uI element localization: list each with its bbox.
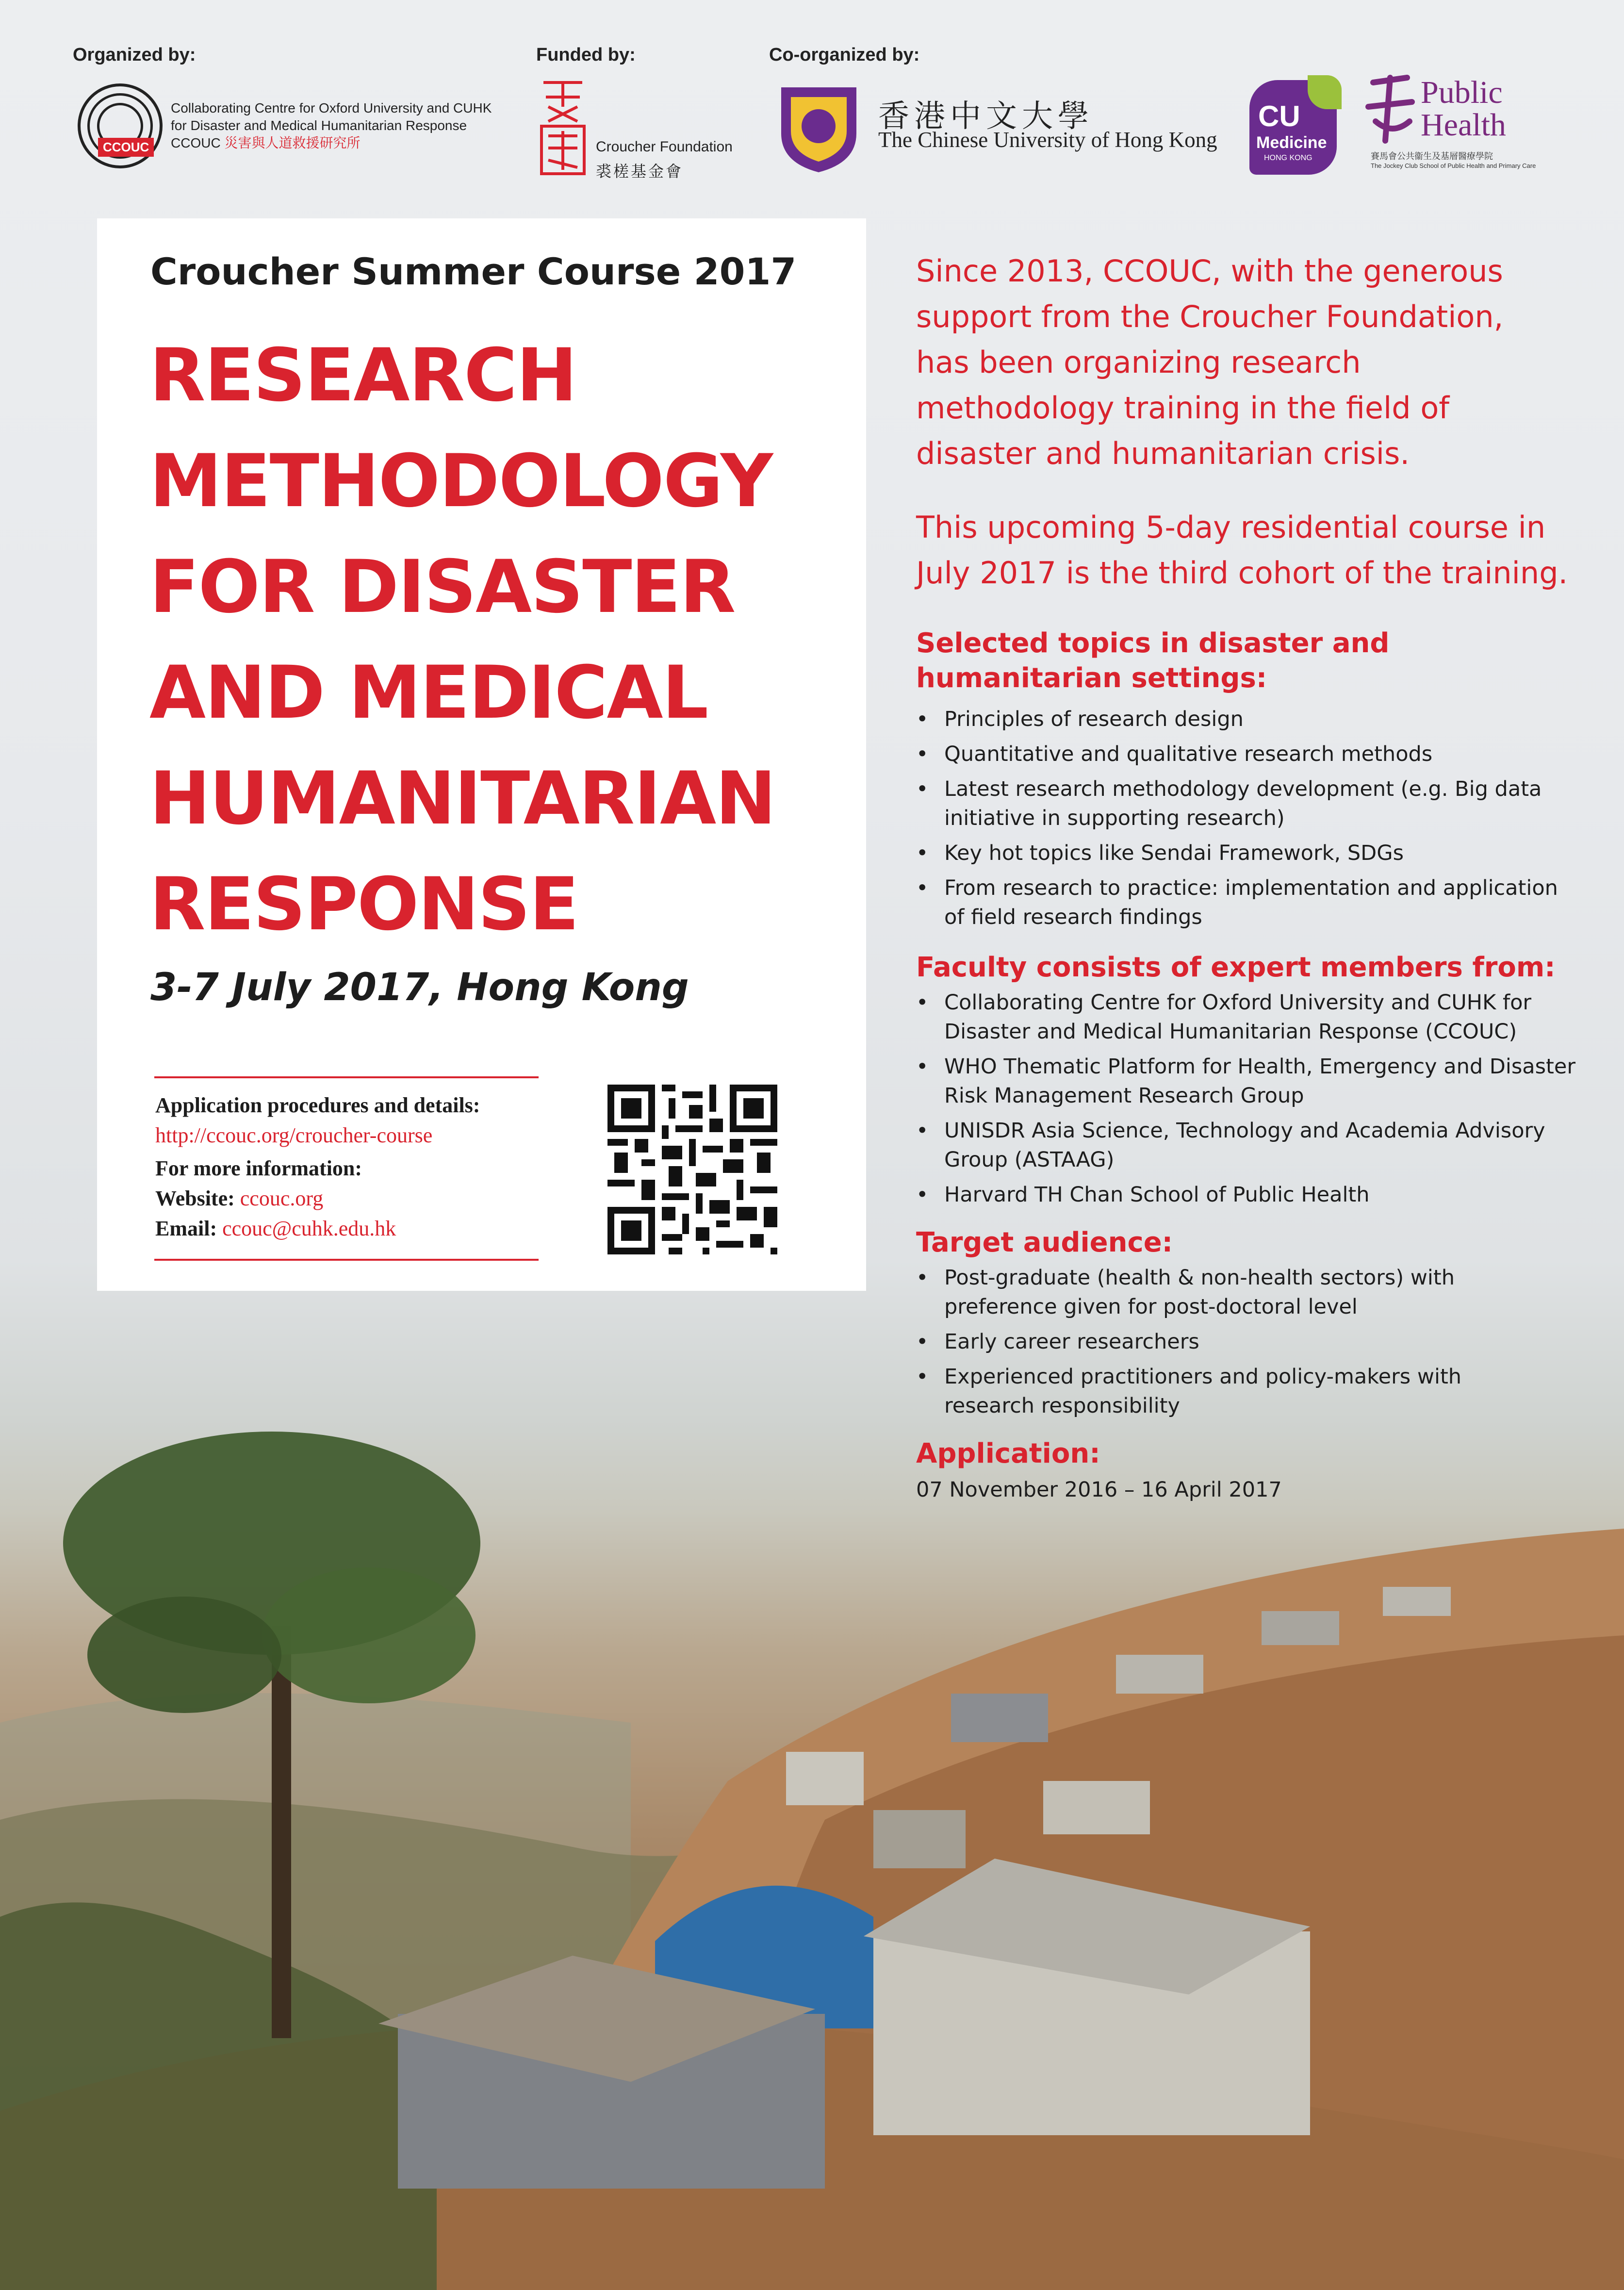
list-item: • From research to practice: implementation and application of field research findings — [916, 873, 1558, 932]
public-health-sub-cn: 賽馬會公共衞生及基層醫療學院 — [1371, 151, 1493, 161]
croucher-foundation-name: Croucher Foundation — [596, 139, 733, 155]
application-link[interactable]: http://ccouc.org/croucher-course — [155, 1123, 433, 1147]
intro-paragraph-2: This upcoming 5-day residential course in July 2017 is the third cohort of the training. — [916, 510, 1568, 591]
public-health-glyph-icon — [1363, 73, 1417, 146]
cuhk-name: The Chinese University of Hong Kong — [878, 128, 1217, 152]
list-item: • Latest research methodology development (e.g. Big data initiative in supporting research) — [916, 774, 1558, 833]
cuhk-crest-icon — [769, 80, 869, 177]
application-info — [155, 1090, 480, 1244]
cu-medicine-leaf-icon — [1308, 75, 1342, 109]
application-heading: Application: — [916, 1438, 1100, 1469]
course-title: Croucher Summer Course 2017 — [150, 250, 797, 293]
list-item: • UNISDR Asia Science, Technology and Academia Advisory Group (ASTAAG) — [916, 1116, 1575, 1174]
divider-bottom — [154, 1259, 539, 1261]
organized-by-label: Organized by: — [73, 45, 196, 65]
list-item: • Key hot topics like Sendai Framework, SDGs — [916, 839, 1558, 868]
application-label: Application procedures and details: — [155, 1093, 480, 1117]
list-item: • Early career researchers — [916, 1327, 1461, 1356]
audience-list — [916, 1263, 1461, 1426]
website-label: Website: — [155, 1186, 235, 1210]
divider-top — [154, 1076, 539, 1078]
public-health-sub-en: The Jockey Club School of Public Health and Primary Care — [1371, 162, 1536, 169]
public-health-word1: Public — [1421, 75, 1503, 110]
email-link[interactable]: ccouc@cuhk.edu.hk — [222, 1217, 396, 1240]
list-item: • Harvard TH Chan School of Public Health — [916, 1180, 1575, 1209]
public-health-word2: Health — [1421, 107, 1506, 143]
title-line: RESEARCH — [149, 333, 576, 418]
list-item: • WHO Thematic Platform for Health, Emergency and Disaster Risk Management Research Group — [916, 1052, 1575, 1110]
audience-heading: Target audience: — [916, 1227, 1173, 1258]
funded-by-label: Funded by: — [536, 45, 636, 65]
email-label: Email: — [155, 1217, 217, 1240]
cuhk-name-cn: 香港中文大學 — [878, 99, 1094, 133]
list-item: • Quantitative and qualitative research methods — [916, 740, 1558, 769]
list-item: • Experienced practitioners and policy-makers with research responsibility — [916, 1362, 1461, 1420]
qr-code-icon[interactable] — [607, 1085, 777, 1254]
croucher-seal-icon — [539, 78, 587, 177]
landscape-photo — [0, 1383, 1624, 2290]
title-line: RESPONSE — [149, 862, 578, 947]
title-line: AND MEDICAL — [149, 651, 708, 735]
main-title — [149, 323, 775, 957]
intro-paragraph-1: Since 2013, CCOUC, with the generous support from the Croucher Foundation, has been organizing research methodology training in the field of disaster and humanitarian crisis. — [916, 253, 1504, 471]
title-line: METHODOLOGY — [149, 439, 772, 524]
faculty-list — [916, 988, 1575, 1215]
title-line: HUMANITARIAN — [149, 757, 775, 841]
title-line: FOR DISASTER — [149, 545, 735, 629]
list-item: • Post-graduate (health & non-health sectors) with preference given for post-doctoral level — [916, 1263, 1461, 1321]
co-organized-by-label: Co-organized by: — [769, 45, 920, 65]
ccouc-logo — [78, 83, 165, 171]
website-link[interactable]: ccouc.org — [240, 1186, 324, 1210]
cu-medicine-logo: CU Medicine HONG KONG — [1249, 80, 1337, 175]
topics-list — [916, 705, 1558, 938]
croucher-foundation-name-cn: 裘槎基金會 — [596, 163, 684, 180]
ccouc-badge: CCOUC — [98, 138, 154, 157]
faculty-heading: Faculty consists of expert members from: — [916, 952, 1556, 983]
topics-heading: Selected topics in disaster and humanitarian settings: — [916, 627, 1390, 694]
application-dates: 07 November 2016 – 16 April 2017 — [916, 1478, 1282, 1502]
list-item: • Collaborating Centre for Oxford University and CUHK for Disaster and Medical Humanitarian Response (CCOUC) — [916, 988, 1575, 1046]
ccouc-logo-text: Collaborating Centre for Oxford University and CUHK for Disaster and Medical Humanitarian Response CCOUC 災害與人道救援研究所 — [171, 100, 492, 150]
more-info-label: For more information: — [155, 1156, 362, 1180]
course-date: 3-7 July 2017, Hong Kong — [150, 966, 689, 1009]
list-item: • Principles of research design — [916, 705, 1558, 734]
